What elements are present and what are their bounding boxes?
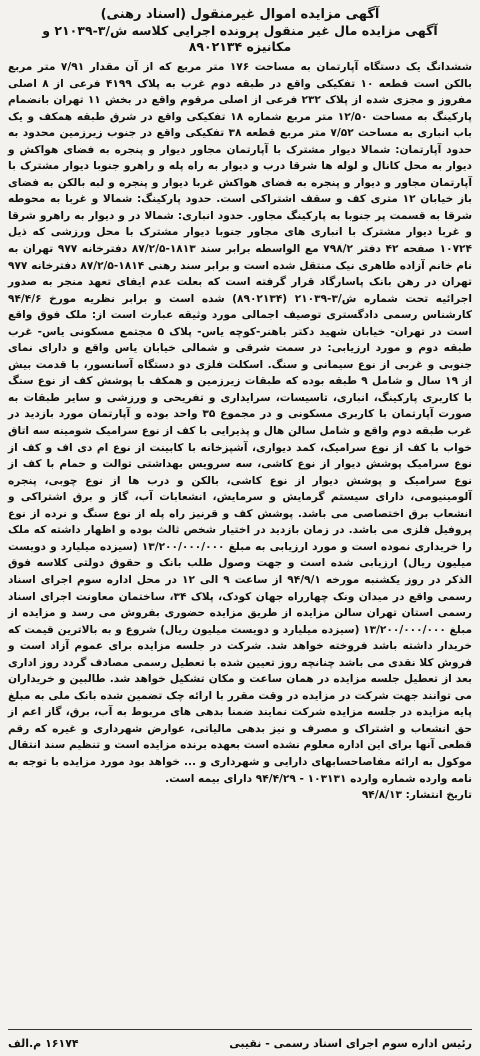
footer-signature: رئیس اداره سوم اجرای اسناد رسمی - نقیبی <box>229 1037 472 1050</box>
footer-code: ۱۶۱۷۴ م.الف <box>8 1037 79 1050</box>
notice-paragraph-main: ششدانگ یک دستگاه آپارتمان به مساحت ۱۷۶ متر مربع که از آن مقدار ۷/۹۱ متر مربع بالکن است قطعه ۱۰ تفکیکی واقع در طبقه دوم غرب به پلاک ۴۱۹۹ فرعی از ۸ اصلی مفروز و مجزی شده از پلاک ۲۳۲ فرعی از اصلی مرقوم واقع در بخش ۱۱ تهران بانضمام پارکینگ به مساحت ۱۲/۵۰ متر مربع شماره ۱۸ تفکیکی واقع در شرق طبقه همکف و یک باب انباری به مساحت ۷/۵۲ متر مربع قطعه ۳۸ تفکیکی واقع در جنوب زیرزمین محدود به حدود آپارتمان: شمالا دیوار مشترک با آپارتمان مجاور دیوار و پنجره به فضای هواکش و دیوار به محل کانال و لوله ها شرقا درب و دیوار به راه پله و راهرو جنوبا دیوار مشترک با آپارتمان مجاور و دیوار و پنجره به فضای هواکش غربا دیوار و پنجره و لبه بالکن به فضای باز خیابان ۱۲ متری کف و سقف اشتراکی است. حدود پارکینگ: شمالا و غربا به محوطه شرقا به قسمت پر جنوبا به پارکینگ مجاور. حدود انباری: شمالا در و دیوار به راهرو شرقا و غربا دیوار مشترک با انباری های مجاور جنوبا دیوار مشترک با محل ورزشی که ذیل ۱۰۷۲۴ صفحه ۴۲ دفتر ۷۹۸/۲ مع الواسطه برابر سند ۱۸۱۳-۸۷/۲/۵ دفترخانه ۹۷۷ تهران به نام خانم آزاده طاهری نیک منتقل شده است و برابر سند رهنی ۱۸۱۴-۸۷/۲/۵ دفترخانه ۹۷۷ تهران در رهن بانک پاسارگاد قرار گرفته است که بعلت عدم ایفای تعهد منجر به صدور اجرائیه تحت شماره ش/۳-۲۱۰۳۹ (۸۹۰۲۱۳۴) شده است و برابر نظریه مورخ ۹۴/۴/۶ کارشناس رسمی دادگستری توصیف اجمالی مورد وثیقه عبارت است از: ملک فوق واقع است در تهران- خیابان شهید دکتر باهنر-کوچه یاس- پلاک ۵ مجتمع مسکونی یاس- غرب طبقه دوم و مورد ارزیابی: در سمت شرقی و شمالی خیابان یاس واقع و دارای نمای جنوبی و غربی از نوع سیمانی و سنگ. اسکلت فلزی دو دستگاه آسانسور، با قدمت بیش از ۱۹ سال و شامل ۹ طبقه بوده که طبقات زیرزمین و همکف با پوشش کف از نوع سنگ با کاربری پارکینگ، انباری، تاسیسات، سرایداری و تفریحی و ورزشی و سایر طبقات به صورت آپارتمان با کاربری مسکونی و در مجموع ۳۵ واحد بوده و آپارتمان مورد بازدید در غرب طبقه دوم واقع و شامل سالن هال و پذیرایی با کف از نوع سرامیک شومینه سه اتاق خواب با کف از نوع سرامیک، کمد دیواری، آشپزخانه با کابینت از نوع ام دی اف و کف از نوع سرامیک پوشش دیوار از نوع کاشی، سه سرویس بهداشتی توالت و حمام با کف از نوع سرامیک و پوشش دیوار از نوع کاشی، بالکن و درب ها از نوع چوبی، پنجره آلومینیومی، دارای سیستم گرمایش و سرمایش، انشعابات آب، گاز و برق اشتراکی و انشعاب برق اختصاصی می باشد. پوشش کف و قرنیز راه پله از نوع سنگ و نرده از نوع پروفیل فلزی می باشد. در زمان بازدید در اختیار شخص ثالث بوده و اظهار داشته که ملک را خریداری نموده است و مورد ارزیابی به مبلغ ۱۳/۲۰۰/۰۰۰/۰۰۰ (سیزده میلیارد و دویست میلیون ریال) ارزیابی شده است و جهت وصول طلب بانک و حقوق دولتی کلاسه فوق الذکر در روز یکشنبه مورخه ۹۴/۹/۱ از ساعت ۹ الی ۱۲ در محل اداره سوم اجرای اسناد رسمی واقع در میدان ونک چهارراه جهان کودک، پلاک ۳۴، ساختمان معاونت اجرای اسناد رسمی استان تهران سالن مزایده از طریق مزایده حضوری بفروش می رسد و مزایده از مبلغ ۱۳/۲۰۰/۰۰۰/۰۰۰ (سیزده میلیارد و دویست میلیون ریال) شروع و به بالاترین قیمت که خریدار داشته باشد فروخته خواهد شد. شرکت در جلسه مزایده برای عموم آزاد است و فروش کلا نقدی می باشد چنانچه روز تعیین شده با تعطیل رسمی مصادف گردد روز اداری بعد از تعطیل جلسه مزایده در همان ساعت و مکان تشکیل خواهد شد. طالبین و خریداران می توانند جهت شرکت در مزایده در وقت مقرر با ارائه چک تضمین شده بانک ملی به مبلغ پایه مزایده در جلسه مزایده شرکت نمایند ضمنا بدهی های مربوط به آب، برق، گاز اعم از حق انشعاب و اشتراک و مصرف و نیز بدهی مالیاتی، عوارض شهرداری و غیره که رقم قطعی آنها برای این اداره معلوم نشده است بعهده برنده مزایده است و تنظیم سند انتقال موکول به ارائه مفاصاحسابهای دارایی و شهرداری و ... خواهد بود مورد مزایده با توجه به نامه وارده شماره وارده ۱۰۳۱۳۱ - ۹۴/۴/۲۹ دارای بیمه است. <box>8 61 473 785</box>
notice-title: آگهی مزایده اموال غیرمنقول (اسناد رهنی) <box>100 7 380 22</box>
notice-body <box>8 59 472 804</box>
notice-publish-date: تاریخ انتشار: ۹۴/۸/۱۳ <box>361 789 472 802</box>
notice-subtitle-line2: مکانیزه ۸۹۰۲۱۳۴ <box>188 39 292 54</box>
footer-divider <box>8 1029 472 1030</box>
notice-subtitle-line1: آگهی مزایده مال غیر منقول پرونده اجرایی کلاسه ش/۳-۲۱۰۳۹ و <box>42 23 438 38</box>
notice-footer <box>8 1037 472 1050</box>
